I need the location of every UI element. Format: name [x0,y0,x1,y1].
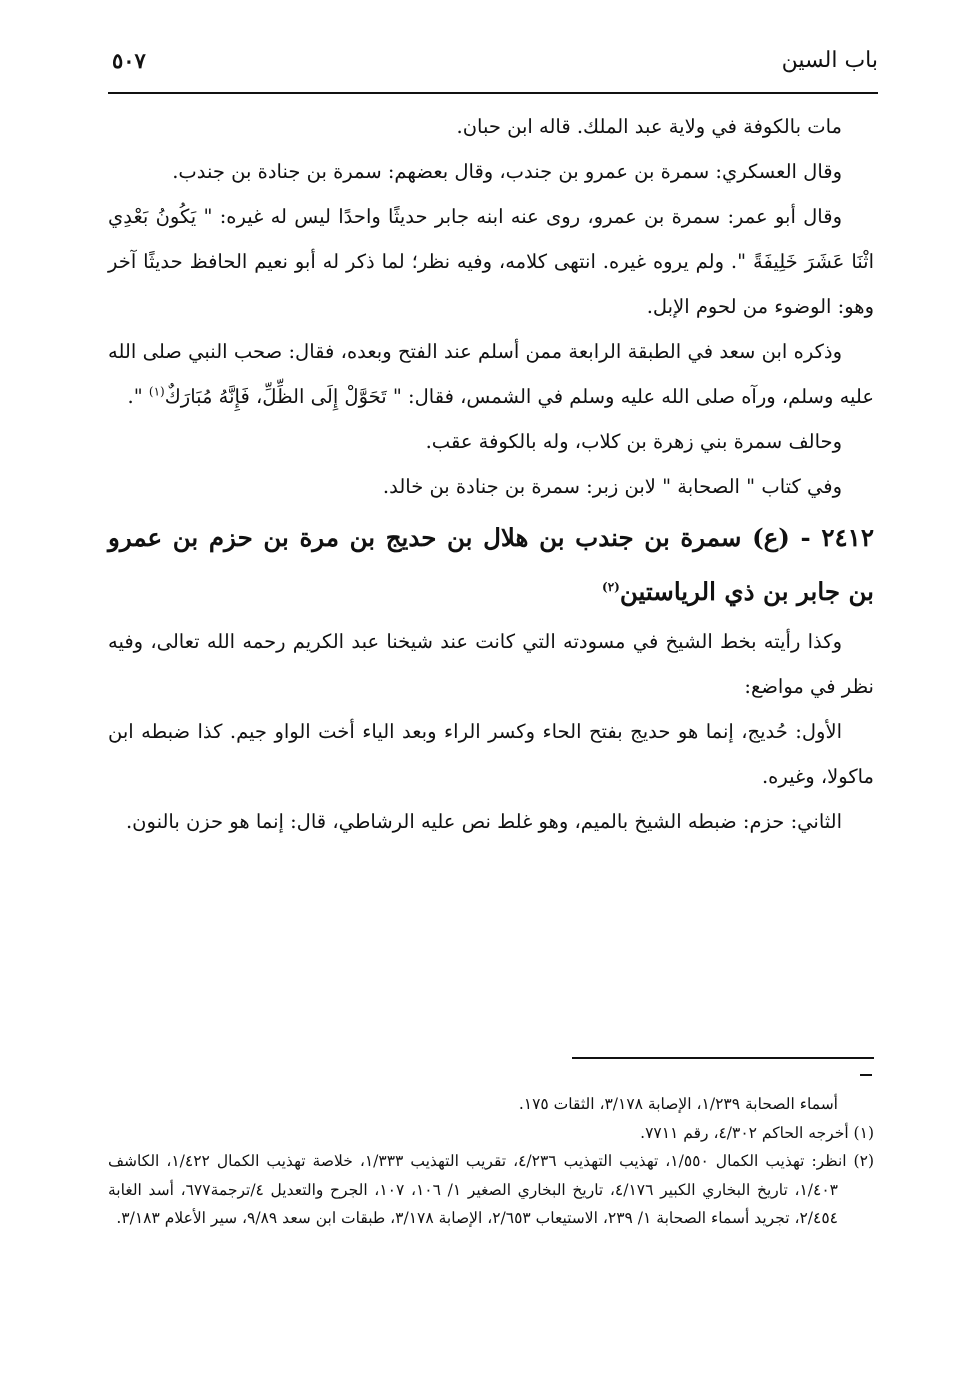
entry-heading [108,511,874,619]
paragraph [108,329,874,419]
paragraph: وقال أبو عمر: سمرة بن عمرو، روى عنه ابنه جابر حديثًا واحدًا ليس له غيره: " يَكُونُ بَعْدِي اثْنَا عَشَرَ خَلِيفَةً ". ولم يروه غيره. انتهى كلامه، وفيه نظر؛ لما ذكر له أبو نعيم الحافظ حديثًا آخر وهو: الوضوء من لحوم الإبل. [108,205,874,318]
running-header [108,40,878,94]
paragraph: مات بالكوفة في ولاية عبد الملك. قاله ابن حبان. [456,115,842,138]
footnote-reference[interactable]: (١) [148,384,165,399]
paragraph-text: وذكره ابن سعد في الطبقة الرابعة ممن أسلم عند الفتح وبعده، فقال: صحب النبي صلى الله عليه وسلم، ورآه صلى الله عليه وسلم في الشمس، فقال: " تَحَوَّلْ إِلَى الظِّلِّ، فَإِنَّهُ مُبَارَكٌ [108,340,874,408]
chapter-title: باب السين [781,48,878,73]
paragraph-text-end: ". [127,385,149,408]
paragraph: وحالف سمرة بني زهرة بن كلاب، وله بالكوفة عقب. [425,430,842,453]
footnote-continued: أسماء الصحابة ١/٢٣٩، الإصابة ٣/١٧٨، الثقات ١٧٥. [518,1095,838,1113]
footnotes [108,1090,874,1233]
paragraph: وكذا رأيته بخط الشيخ في مسودته التي كانت عند شيخنا عبد الكريم رحمه الله تعالى، وفيه نظر في مواضع: [108,630,874,698]
entry-heading-text: ٢٤١٢ - (ع) سمرة بن جندب بن هلال بن حديج بن مرة بن حزم بن عمرو بن جابر بن ذي الرياستين [108,523,874,606]
page-number: ٥٠٧ [112,48,146,73]
footnote-1: (١) أخرجه الحاكم ٤/٣٠٢، رقم ٧٧١١. [640,1123,874,1142]
footnote-separator-mark [860,1074,872,1076]
paragraph: وقال العسكري: سمرة بن عمرو بن جندب، وقال بعضهم: سمرة بن جنادة بن جندب. [172,160,842,183]
footnote-reference[interactable]: (٢) [602,579,620,594]
footnote-separator [572,1057,874,1059]
main-text [108,104,874,844]
paragraph: وفي كتاب " الصحابة " لابن زبر: سمرة بن جنادة بن خالد. [382,475,842,498]
paragraph: الثاني: حزم: ضبطه الشيخ بالميم، وهو غلط نص عليه الرشاطي، قال: إنما هو حزن بالنون. [125,810,842,833]
footnote-2: (٢) انظر: تهذيب الكمال ١/٥٥٠، تهذيب التهذيب ٤/٢٣٦، تقريب التهذيب ١/٣٣٣، خلاصة تهذيب الكمال ١/٤٢٢، الكاشف ١/٤٠٣، تاريخ البخاري الكبير ٤/١٧٦، تاريخ البخاري الصغير ١/ ١٠٦، ١٠٧، الجرح والتعديل ٤/ترجمة٦٧٧، أسد الغابة ٢/٤٥٤، تجريد أسماء الصحابة ١/ ٢٣٩، الاستيعاب ٢/٦٥٣، الإصابة ٣/١٧٨، طبقات ابن سعد ٩/٨٩، سير الأعلام ٣/١٨٣. [108,1152,874,1227]
paragraph: الأول: حُديج، إنما هو حديج بفتح الحاء وكسر الراء وبعد الياء أخت الواو جيم. كذا ضبطه ابن ماكولا، وغيره. [108,720,874,788]
